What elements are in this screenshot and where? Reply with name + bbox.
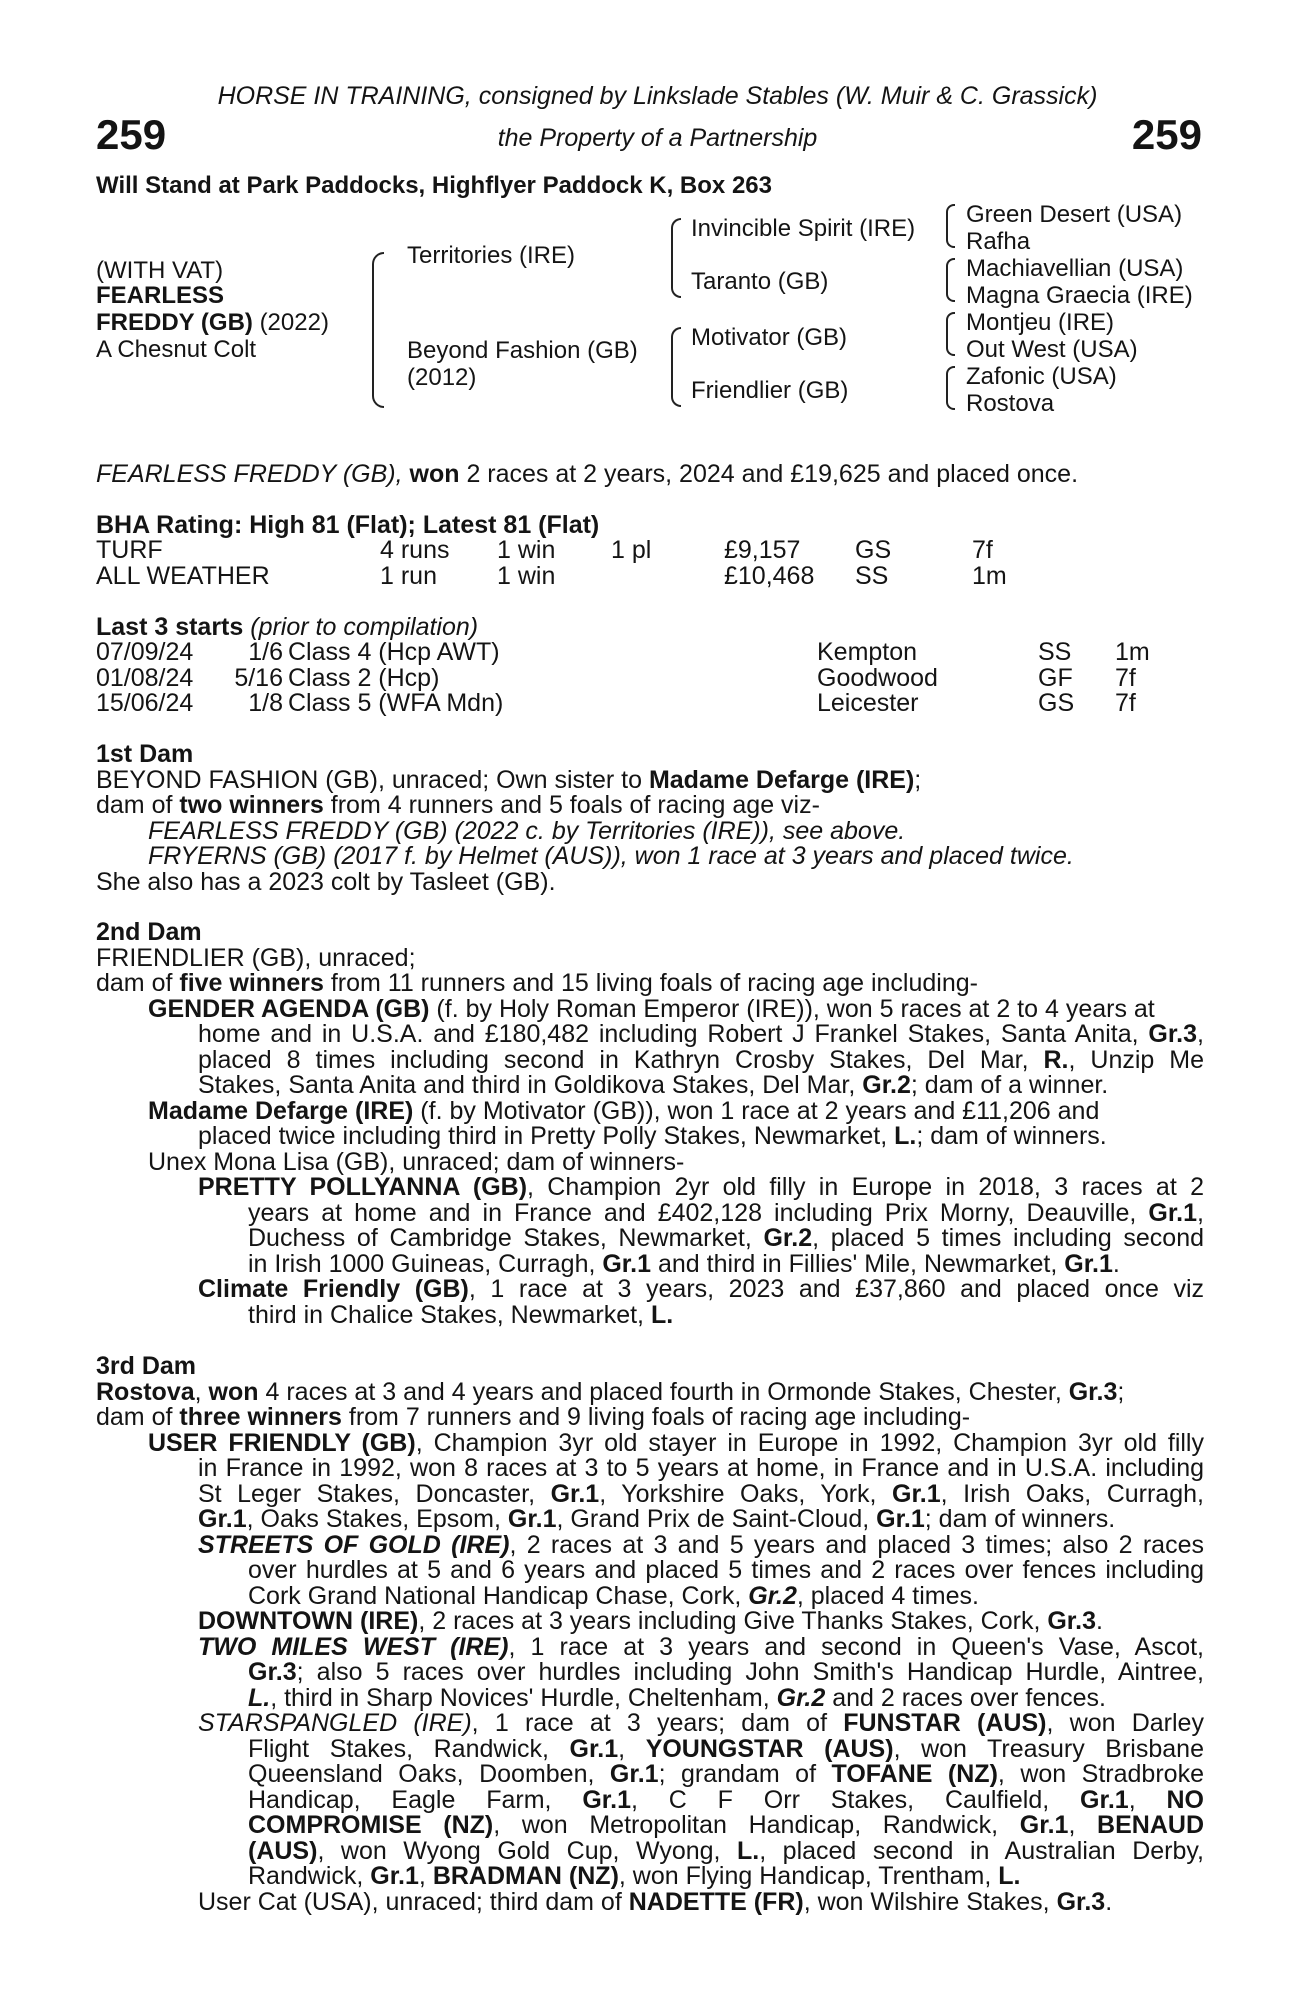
- horse-name-line2: [96, 309, 329, 337]
- start-course: Kempton: [817, 638, 918, 666]
- third-dam-section: [96, 1354, 1204, 1915]
- produce-line: Gr.1, Oaks Stakes, Epsom, Gr.1, Grand Prix de Saint-Cloud, Gr.1; dam of winners.: [198, 1505, 1116, 1533]
- produce-line: COMPROMISE (NZ), won Metropolitan Handicap, Randwick, Gr.1, BENAUD: [248, 1811, 1204, 1839]
- third-dam-line: Rostova, won 4 races at 3 and 4 years and placed fourth in Ormonde Stakes, Chester, Gr.3;: [96, 1377, 1125, 1406]
- great-grandparent-6: Out West (USA): [966, 336, 1138, 363]
- last-starts-note: (prior to compilation): [250, 613, 479, 641]
- produce-line: TWO MILES WEST (IRE), 1 race at 3 years and second in Queen's Vase, Ascot,: [198, 1632, 1204, 1661]
- rating-row-places: 1 pl: [611, 536, 652, 564]
- produce-line: GENDER AGENDA (GB) (f. by Holy Roman Emperor (IRE)), won 5 races at 2 to 4 years at: [148, 994, 1155, 1023]
- rating-row-surface: TURF: [96, 536, 163, 564]
- horse-name-bold: FREDDY (GB): [96, 309, 253, 336]
- pedigree-brace-sire: [671, 218, 681, 298]
- produce-line: placed 8 times including second in Kathryn Crosby Stakes, Del Mar, R., Unzip Me: [198, 1045, 1204, 1074]
- rating-row-runs: 4 runs: [380, 536, 450, 564]
- produce-line: Stakes, Santa Anita and third in Goldikova Stakes, Del Mar, Gr.2; dam of a winner.: [198, 1071, 1109, 1099]
- start-going: GF: [1038, 664, 1073, 692]
- produce-line: PRETTY POLLYANNA (GB), Champion 2yr old filly in Europe in 2018, 3 races at 2: [198, 1173, 1204, 1201]
- first-dam-section: [96, 742, 1204, 895]
- produce-entry: [96, 994, 1204, 1099]
- second-dam-line: dam of five winners from 11 runners and 15 living foals of racing age including-: [96, 969, 978, 997]
- bha-rating-heading: BHA Rating: High 81 (Flat); Latest 81 (Flat): [96, 511, 600, 539]
- rating-row-wins: 1 win: [497, 562, 556, 590]
- start-going: SS: [1038, 638, 1072, 666]
- rating-row-going: SS: [855, 562, 889, 590]
- vat-label: (WITH VAT): [96, 257, 224, 284]
- second-dam-line: FRIENDLIER (GB), unraced;: [96, 943, 416, 972]
- start-position: 5/16: [234, 664, 283, 692]
- start-date: 15/06/24: [96, 689, 194, 717]
- summary-text: 2 races at 2 years, 2024 and £19,625 and placed once.: [466, 460, 1079, 488]
- start-course: Goodwood: [817, 664, 938, 692]
- rating-row-surface: ALL WEATHER: [96, 562, 270, 590]
- produce-line: USER FRIENDLY (GB), Champion 3yr old stayer in Europe in 1992, Champion 3yr old filly: [148, 1428, 1204, 1457]
- produce-line: Gr.3; also 5 races over hurdles including John Smith's Handicap Hurdle, Aintree,: [248, 1658, 1204, 1686]
- great-grandparent-1: Green Desert (USA): [966, 201, 1183, 228]
- pedigree-brace-dam: [671, 327, 681, 407]
- race-summary: [96, 462, 1078, 488]
- great-grandparent-3: Machiavellian (USA): [966, 255, 1184, 282]
- rating-row-distance: 1m: [972, 562, 1007, 590]
- property-line: the Property of a Partnership: [497, 124, 818, 152]
- start-position: 1/8: [248, 689, 283, 717]
- pedigree-brace-parents: [372, 252, 384, 408]
- produce-line: Madame Defarge (IRE) (f. by Motivator (GB)), won 1 race at 2 years and £11,206 and: [148, 1096, 1100, 1125]
- dam-sire: Motivator (GB): [691, 324, 848, 351]
- start-date: 07/09/24: [96, 638, 194, 666]
- produce-line: St Leger Stakes, Doncaster, Gr.1, Yorkshire Oaks, York, Gr.1, Irish Oaks, Curragh,: [198, 1479, 1204, 1508]
- rating-row-wins: 1 win: [497, 536, 556, 564]
- start-race: Class 4 (Hcp AWT): [288, 638, 500, 666]
- produce-line: Climate Friendly (GB), 1 race at 3 years, 2023 and £37,860 and placed once viz: [198, 1275, 1205, 1303]
- produce-entry: [96, 1175, 1204, 1277]
- lot-number-right: 259: [1131, 111, 1202, 158]
- pedigree-brace-g2: [946, 258, 955, 302]
- first-dam-produce: FRYERNS (GB) (2017 f. by Helmet (AUS)), won 1 race at 3 years and placed twice.: [148, 842, 1074, 870]
- great-grandparent-5: Montjeu (IRE): [966, 309, 1115, 336]
- first-dam-line: She also has a 2023 colt by Tasleet (GB).: [96, 867, 556, 896]
- location-line: Will Stand at Park Paddocks, Highflyer Paddock K, Box 263: [96, 172, 772, 199]
- second-dam-section: [96, 920, 1204, 1328]
- rating-row-prize: £9,157: [724, 536, 801, 564]
- rating-row-distance: 7f: [972, 536, 993, 564]
- second-dam-heading: 2nd Dam: [96, 918, 202, 946]
- start-position: 1/6: [248, 638, 283, 666]
- rating-row-prize: £10,468: [724, 562, 815, 590]
- produce-line: Flight Stakes, Randwick, Gr.1, YOUNGSTAR (AUS), won Treasury Brisbane: [248, 1734, 1204, 1763]
- great-grandparent-7: Zafonic (USA): [966, 363, 1117, 390]
- sire-name: Territories (IRE): [407, 242, 576, 269]
- produce-line: Randwick, Gr.1, BRADMAN (NZ), won Flying Handicap, Trentham, L.: [248, 1862, 1021, 1890]
- lot-number-left: 259: [96, 111, 167, 158]
- horse-description: A Chesnut Colt: [96, 336, 257, 363]
- rating-row-runs: 1 run: [380, 562, 437, 590]
- produce-line: in France in 1992, won 8 races at 3 to 5 years at home, in France and in U.S.A. including: [198, 1454, 1204, 1482]
- consignor-line: HORSE IN TRAINING, consigned by Linkslade Stables (W. Muir & C. Grassick): [217, 82, 1098, 110]
- pedigree-brace-g1: [946, 204, 955, 248]
- start-race: Class 5 (WFA Mdn): [288, 689, 504, 717]
- start-distance: 1m: [1115, 638, 1150, 666]
- produce-line: Cork Grand National Handicap Chase, Cork, Gr.2, placed 4 times.: [248, 1581, 979, 1610]
- horse-year: (2022): [259, 309, 329, 336]
- produce-line: Unex Mona Lisa (GB), unraced; dam of winners-: [148, 1147, 685, 1176]
- dam-year: (2012): [407, 364, 477, 391]
- produce-line: third in Chalice Stakes, Newmarket, L.: [248, 1300, 674, 1329]
- produce-entry: [96, 1711, 1204, 1890]
- dam-dam: Friendlier (GB): [691, 377, 849, 404]
- first-dam-heading: 1st Dam: [96, 740, 194, 768]
- first-dam-produce: FEARLESS FREDDY (GB) (2022 c. by Territories (IRE)), see above.: [148, 816, 906, 845]
- pedigree-brace-g4: [946, 366, 955, 410]
- produce-line: Handicap, Eagle Farm, Gr.1, C F Orr Stakes, Caulfield, Gr.1, NO: [248, 1785, 1204, 1814]
- great-grandparent-4: Magna Graecia (IRE): [966, 282, 1193, 309]
- produce-line: (AUS), won Wyong Gold Cup, Wyong, L., placed second in Australian Derby,: [248, 1836, 1204, 1865]
- produce-line: DOWNTOWN (IRE), 2 races at 3 years including Give Thanks Stakes, Cork, Gr.3.: [198, 1607, 1103, 1635]
- produce-line: Queensland Oaks, Doomben, Gr.1; grandam of TOFANE (NZ), won Stradbroke: [248, 1760, 1204, 1788]
- produce-entry: [96, 1632, 1204, 1712]
- start-going: GS: [1038, 689, 1075, 717]
- produce-line: years at home and in France and £402,128 including Prix Morny, Deauville, Gr.1,: [248, 1198, 1204, 1227]
- first-dam-line: dam of two winners from 4 runners and 5 foals of racing age viz-: [96, 791, 820, 819]
- third-dam-line: dam of three winners from 7 runners and 9 living foals of racing age including-: [96, 1403, 971, 1431]
- last-starts-title: Last 3 starts: [96, 613, 244, 641]
- produce-line: over hurdles at 5 and 6 years and placed 5 times and 2 races over fences including: [248, 1556, 1204, 1584]
- produce-entry: [96, 1277, 1204, 1328]
- start-distance: 7f: [1115, 664, 1136, 692]
- great-grandparent-2: Rafha: [966, 228, 1031, 255]
- start-distance: 7f: [1115, 689, 1136, 717]
- first-dam-line: BEYOND FASHION (GB), unraced; Own sister to Madame Defarge (IRE);: [96, 765, 922, 794]
- produce-line: Duchess of Cambridge Stakes, Newmarket, Gr.2, placed 5 times including second: [248, 1224, 1205, 1252]
- produce-entry: [96, 1428, 1204, 1533]
- produce-line: placed twice including third in Pretty Polly Stakes, Newmarket, L.; dam of winners.: [198, 1122, 1107, 1150]
- sire-sire: Invincible Spirit (IRE): [691, 215, 916, 242]
- great-grandparent-8: Rostova: [966, 390, 1055, 417]
- produce-line: in Irish 1000 Guineas, Curragh, Gr.1 and third in Fillies' Mile, Newmarket, Gr.1.: [248, 1249, 1120, 1278]
- produce-entry: [96, 1530, 1204, 1610]
- produce-entry: [96, 1096, 1204, 1150]
- dam-name: Beyond Fashion (GB): [407, 337, 638, 364]
- start-course: Leicester: [817, 689, 919, 717]
- start-date: 01/08/24: [96, 664, 194, 692]
- summary-won: won: [409, 460, 460, 488]
- start-race: Class 2 (Hcp): [288, 664, 440, 692]
- third-dam-heading: 3rd Dam: [96, 1352, 197, 1380]
- produce-line: User Cat (USA), unraced; third dam of NADETTE (FR), won Wilshire Stakes, Gr.3.: [198, 1887, 1113, 1916]
- produce-line: STARSPANGLED (IRE), 1 race at 3 years; dam of FUNSTAR (AUS), won Darley: [198, 1709, 1204, 1737]
- produce-line: STREETS OF GOLD (IRE), 2 races at 3 and 5 years and placed 3 times; also 2 races: [198, 1530, 1204, 1559]
- produce-line: L., third in Sharp Novices' Hurdle, Cheltenham, Gr.2 and 2 races over fences.: [248, 1683, 1106, 1712]
- pedigree-brace-g3: [946, 312, 955, 356]
- last-starts-heading: [96, 615, 478, 641]
- produce-line: home and in U.S.A. and £180,482 including Robert J Frankel Stakes, Santa Anita, Gr.3,: [198, 1020, 1204, 1048]
- sire-dam: Taranto (GB): [691, 268, 829, 295]
- horse-name-line1: FEARLESS: [96, 282, 225, 309]
- summary-horse-name: FEARLESS FREDDY (GB),: [96, 460, 403, 488]
- rating-row-going: GS: [855, 536, 892, 564]
